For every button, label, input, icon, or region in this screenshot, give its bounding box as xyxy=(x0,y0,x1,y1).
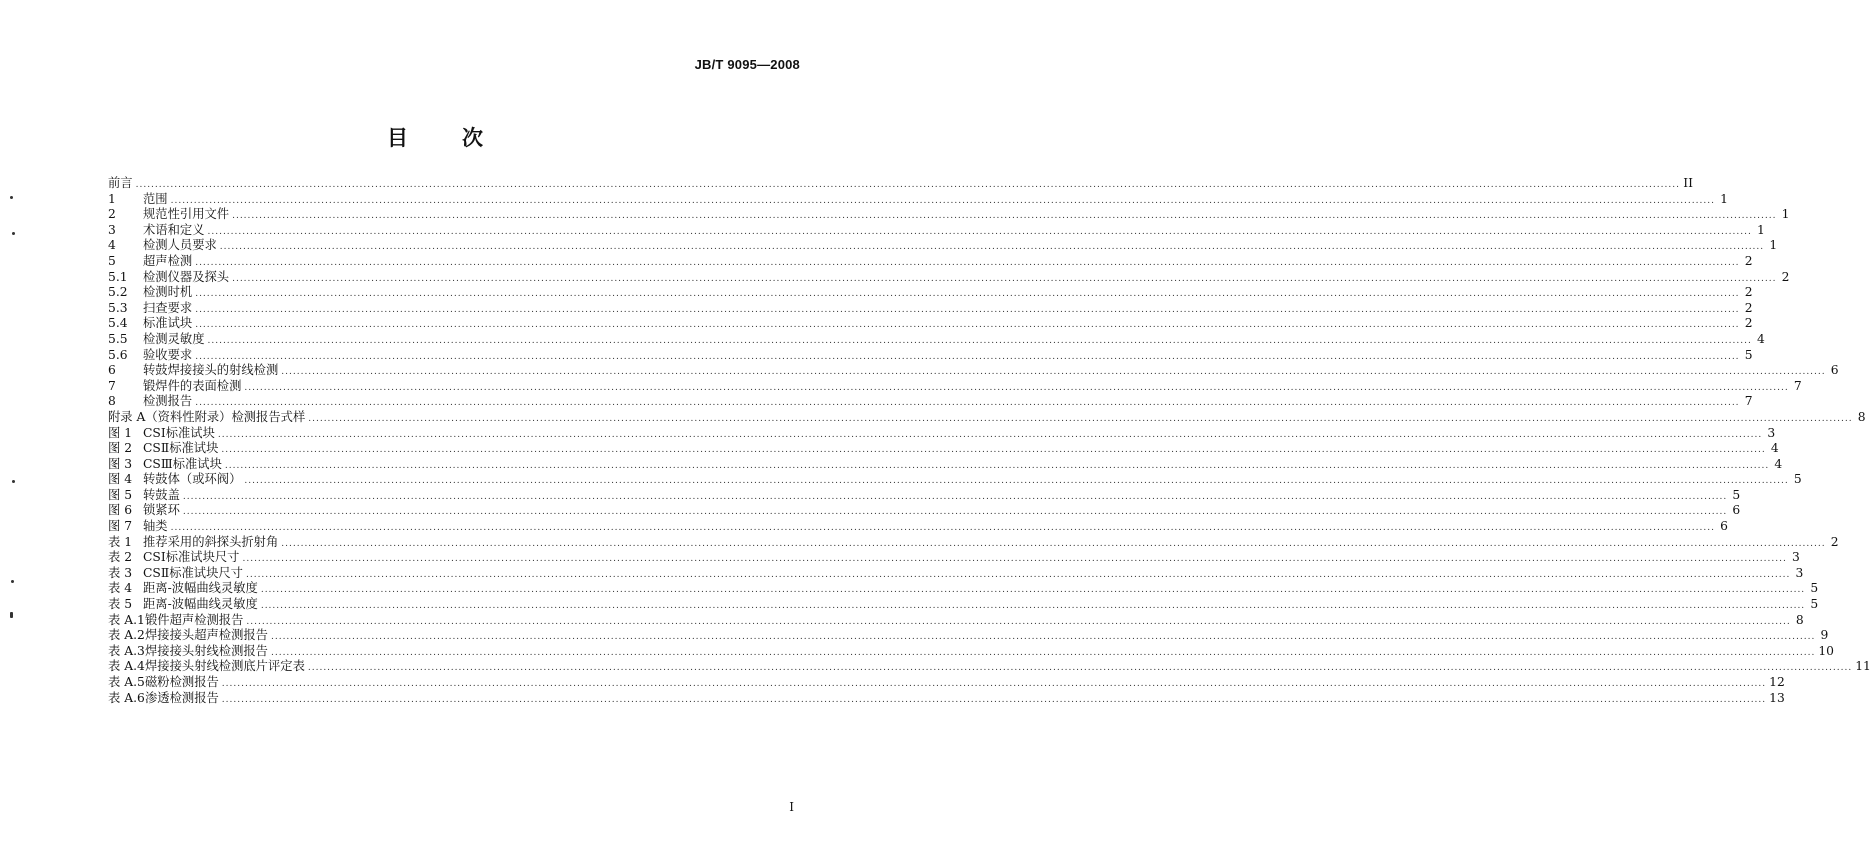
toc-entry-number: 5.5 xyxy=(108,331,128,346)
toc-entry xyxy=(108,425,1776,442)
toc-leader-dots: ................................................................................................................................................................................................................................................................................................................................................................................................................ xyxy=(308,413,1853,424)
toc-leader-dots: ................................................................................................................................................................................................................................................................................................................................................................................................................ xyxy=(307,663,1853,674)
toc-entry-page: 5 xyxy=(1810,597,1819,612)
toc-leader-dots: ................................................................................................................................................................................................................................................................................................................................................................................................................ xyxy=(281,367,1826,378)
toc-entry-number: 表 3 xyxy=(108,565,133,580)
toc-entry-label: 验收要求 xyxy=(143,347,193,362)
toc-entry-page: 7 xyxy=(1793,378,1802,393)
toc-entry xyxy=(108,643,1834,660)
toc-entry-number: 表 5 xyxy=(108,597,133,612)
toc-entry-number: 图 4 xyxy=(108,472,133,487)
page-number: I xyxy=(789,800,794,814)
toc-entry xyxy=(108,441,1779,457)
toc-entry-page: 9 xyxy=(1820,628,1829,643)
toc-leader-dots: ................................................................................................................................................................................................................................................................................................................................................................................................................ xyxy=(219,242,1765,253)
toc-leader-dots: ................................................................................................................................................................................................................................................................................................................................................................................................................ xyxy=(207,226,1752,237)
toc-entry-label: 规范性引用文件 xyxy=(143,207,230,222)
toc-entry-number: 8 xyxy=(108,394,116,409)
toc-entry xyxy=(108,612,1804,629)
toc-entry xyxy=(108,581,1819,597)
toc-leader-dots: ................................................................................................................................................................................................................................................................................................................................................................................................................ xyxy=(195,320,1740,331)
toc-entry-page: 2 xyxy=(1744,253,1753,268)
toc-entry-label: 推荐采用的斜探头折射角 xyxy=(143,534,279,549)
toc-entry xyxy=(108,207,1790,223)
toc-entry-number: 3 xyxy=(108,222,116,237)
toc-entry-page: 11 xyxy=(1855,659,1871,674)
toc-entry-page: 2 xyxy=(1830,534,1839,549)
toc-leader-dots: ................................................................................................................................................................................................................................................................................................................................................................................................................ xyxy=(242,554,1787,565)
toc-entry-page: 5 xyxy=(1732,487,1741,502)
toc-leader-dots: ................................................................................................................................................................................................................................................................................................................................................................................................................ xyxy=(244,382,1789,393)
toc-entry xyxy=(108,222,1765,239)
toc-entry-label: 范围 xyxy=(143,191,168,206)
toc-entry xyxy=(108,331,1765,348)
toc-leader-dots: ................................................................................................................................................................................................................................................................................................................................................................................................................ xyxy=(217,429,1763,440)
toc-entry xyxy=(108,456,1783,473)
toc-entry-label: 渗透检测报告 xyxy=(145,690,219,705)
toc-leader-dots: ................................................................................................................................................................................................................................................................................................................................................................................................................ xyxy=(135,180,1680,190)
toc-entry-page: 2 xyxy=(1744,316,1753,331)
toc-entry-label: 转鼓焊接接头的射线检测 xyxy=(143,363,279,378)
toc-entry-page: 2 xyxy=(1781,269,1790,284)
toc-entry-number: 6 xyxy=(108,363,116,378)
toc-entry-page: 8 xyxy=(1857,409,1866,424)
toc-entry xyxy=(108,394,1753,410)
toc-entry-page: 6 xyxy=(1732,503,1741,518)
toc-entry-number: 5.1 xyxy=(108,269,128,284)
toc-entry-number: 表 1 xyxy=(108,534,133,549)
toc-leader-dots: ................................................................................................................................................................................................................................................................................................................................................................................................................ xyxy=(260,601,1806,612)
toc-entry xyxy=(108,300,1753,317)
toc-entry-label: 超声检测 xyxy=(143,253,193,268)
toc-entry xyxy=(108,534,1839,551)
toc-entry-label: 焊接接头超声检测报告 xyxy=(145,628,268,643)
toc-entry-page: II xyxy=(1683,176,1693,190)
toc-entry-number: 图 7 xyxy=(108,519,133,534)
toc-leader-dots: ................................................................................................................................................................................................................................................................................................................................................................................................................ xyxy=(221,694,1767,705)
toc-entry-number: 图 2 xyxy=(108,441,133,456)
toc-entry-label: 术语和定义 xyxy=(143,222,205,237)
toc-leader-dots: ................................................................................................................................................................................................................................................................................................................................................................................................................ xyxy=(270,647,1816,658)
toc-leader-dots: ................................................................................................................................................................................................................................................................................................................................................................................................................ xyxy=(270,632,1816,643)
toc-entry xyxy=(108,269,1790,286)
toc-leader-dots: ................................................................................................................................................................................................................................................................................................................................................................................................................ xyxy=(195,351,1740,362)
toc-entry-label: 距离-波幅曲线灵敏度 xyxy=(143,597,258,612)
document-code: JB/T 9095—2008 xyxy=(694,57,800,72)
toc-entry-label: CSⅡ标准试块 xyxy=(143,441,219,456)
toc-entry xyxy=(108,363,1839,379)
toc-entry-number: 4 xyxy=(108,238,116,253)
toc-entry-page: 4 xyxy=(1757,331,1765,346)
toc-entry-number: 表 A.5 xyxy=(108,675,145,689)
toc-entry-number: 5.3 xyxy=(108,300,128,315)
toc-title xyxy=(0,122,870,152)
toc-entry-page: 10 xyxy=(1818,643,1834,658)
toc-entry-label: CSⅡ标准试块尺寸 xyxy=(143,565,243,580)
toc-entry-label: CSⅢ标准试块 xyxy=(143,456,222,471)
toc-leader-dots: ................................................................................................................................................................................................................................................................................................................................................................................................................ xyxy=(195,289,1740,300)
toc-leader-dots: ................................................................................................................................................................................................................................................................................................................................................................................................................ xyxy=(170,195,1715,206)
toc-entry-label: 转鼓盖 xyxy=(143,487,180,502)
toc-entry xyxy=(108,316,1753,332)
toc-leader-dots: ................................................................................................................................................................................................................................................................................................................................................................................................................ xyxy=(281,538,1826,549)
toc-entry-label: 附录 A（资料性附录）检测报告式样 xyxy=(108,409,306,424)
toc-entry xyxy=(108,487,1741,504)
scan-speck xyxy=(10,612,13,618)
toc-leader-dots: ................................................................................................................................................................................................................................................................................................................................................................................................................ xyxy=(170,523,1715,534)
toc-entry-page: 5 xyxy=(1810,581,1819,596)
toc-leader-dots: ................................................................................................................................................................................................................................................................................................................................................................................................................ xyxy=(207,335,1752,346)
toc-entry xyxy=(108,659,1871,675)
toc-entry-label: 距离-波幅曲线灵敏度 xyxy=(143,581,258,596)
toc-entry xyxy=(108,565,1804,582)
toc-entry-page: 1 xyxy=(1757,222,1765,237)
toc-leader-dots: ................................................................................................................................................................................................................................................................................................................................................................................................................ xyxy=(246,616,1791,627)
toc-entry xyxy=(108,597,1819,613)
toc-leader-dots: ................................................................................................................................................................................................................................................................................................................................................................................................................ xyxy=(224,460,1770,471)
toc-leader-dots: ................................................................................................................................................................................................................................................................................................................................................................................................................ xyxy=(182,507,1728,518)
toc-entry xyxy=(108,690,1785,707)
toc-entry-page: 2 xyxy=(1744,300,1753,315)
toc-entry xyxy=(108,285,1753,301)
toc-leader-dots: ................................................................................................................................................................................................................................................................................................................................................................................................................ xyxy=(232,211,1777,222)
toc-entry-page: 3 xyxy=(1767,425,1776,440)
toc-entry-number: 5.6 xyxy=(108,347,128,362)
toc-entry-label: 检测时机 xyxy=(143,285,193,300)
toc-entry-number: 表 4 xyxy=(108,581,133,596)
toc-leader-dots: ................................................................................................................................................................................................................................................................................................................................................................................................................ xyxy=(260,585,1806,596)
toc-entry-page: 1 xyxy=(1781,207,1790,222)
toc-entry-page: 4 xyxy=(1770,441,1779,456)
toc-entry xyxy=(108,519,1728,535)
toc-leader-dots: ................................................................................................................................................................................................................................................................................................................................................................................................................ xyxy=(182,491,1728,502)
toc-entry-page: 12 xyxy=(1769,675,1785,689)
toc-entry-label: 焊接接头射线检测底片评定表 xyxy=(145,659,305,674)
toc-leader-dots: ................................................................................................................................................................................................................................................................................................................................................................................................................ xyxy=(221,679,1767,689)
toc-leader-dots: ................................................................................................................................................................................................................................................................................................................................................................................................................ xyxy=(244,476,1789,487)
toc-entry xyxy=(108,675,1785,691)
toc-entry-number: 图 3 xyxy=(108,456,133,471)
toc-entry-label: CSⅠ标准试块尺寸 xyxy=(143,550,240,565)
toc-entry-label: 锻焊件的表面检测 xyxy=(143,378,242,393)
toc-entry-label: 焊接接头射线检测报告 xyxy=(145,643,268,658)
toc-entry-number: 5.2 xyxy=(108,285,128,300)
toc-entry-label: CSⅠ标准试块 xyxy=(143,425,215,440)
toc-entry-label: 磁粉检测报告 xyxy=(145,675,219,689)
toc-entry-number: 2 xyxy=(108,207,116,222)
toc-entry xyxy=(108,238,1778,254)
toc-entry-page: 1 xyxy=(1720,191,1728,206)
toc-entry-page: 3 xyxy=(1792,550,1800,565)
toc-entry-label: 检测仪器及探头 xyxy=(143,269,230,284)
toc-entry xyxy=(108,409,1866,426)
toc-entry-label: 转鼓体（或环阀） xyxy=(143,472,242,487)
toc-entry-page: 5 xyxy=(1744,347,1753,362)
toc-entry-label: 检测灵敏度 xyxy=(143,331,205,346)
toc-entry xyxy=(108,176,1693,192)
scan-speck xyxy=(10,196,13,199)
toc-entry xyxy=(108,550,1800,566)
toc-entry-number: 表 A.3 xyxy=(108,643,145,658)
toc-entry-label: 检测人员要求 xyxy=(143,238,217,253)
table-of-contents xyxy=(108,176,1871,706)
toc-entry-page: 8 xyxy=(1795,612,1804,627)
toc-entry-label: 锻件超声检测报告 xyxy=(145,612,244,627)
toc-entry-page: 4 xyxy=(1774,456,1783,471)
scan-speck xyxy=(11,580,14,583)
toc-entry-number: 1 xyxy=(108,191,116,206)
toc-entry-page: 3 xyxy=(1795,565,1804,580)
toc-entry-number: 表 2 xyxy=(108,550,133,565)
toc-entry-number: 表 A.2 xyxy=(108,628,145,643)
toc-entry-number: 表 A.1 xyxy=(108,612,145,627)
toc-entry xyxy=(108,503,1741,519)
toc-entry-page: 1 xyxy=(1769,238,1778,253)
toc-entry xyxy=(108,347,1753,364)
toc-entry-label: 轴类 xyxy=(143,519,168,534)
toc-entry xyxy=(108,628,1829,644)
toc-leader-dots: ................................................................................................................................................................................................................................................................................................................................................................................................................ xyxy=(195,398,1740,409)
toc-entry-number: 图 6 xyxy=(108,503,133,518)
toc-entry-label: 锁紧环 xyxy=(143,503,180,518)
toc-leader-dots: ................................................................................................................................................................................................................................................................................................................................................................................................................ xyxy=(232,273,1777,284)
toc-entry-number: 5.4 xyxy=(108,316,128,331)
toc-entry xyxy=(108,472,1802,488)
toc-title-char-1: 目 xyxy=(387,126,408,150)
scan-speck xyxy=(12,480,15,483)
toc-entry-number: 表 A.6 xyxy=(108,690,145,705)
toc-title-char-2: 次 xyxy=(462,126,483,150)
toc-entry-page: 13 xyxy=(1769,690,1785,705)
toc-entry-page: 5 xyxy=(1793,472,1802,487)
toc-entry-number: 图 1 xyxy=(108,425,133,440)
toc-leader-dots: ................................................................................................................................................................................................................................................................................................................................................................................................................ xyxy=(195,257,1740,268)
toc-entry-page: 6 xyxy=(1720,519,1728,534)
toc-entry-page: 7 xyxy=(1744,394,1753,409)
toc-entry-label: 前言 xyxy=(108,176,133,190)
toc-leader-dots: ................................................................................................................................................................................................................................................................................................................................................................................................................ xyxy=(221,445,1766,456)
toc-entry-label: 扫查要求 xyxy=(143,300,193,315)
toc-entry xyxy=(108,191,1728,208)
toc-leader-dots: ................................................................................................................................................................................................................................................................................................................................................................................................................ xyxy=(195,304,1740,315)
toc-entry-number: 5 xyxy=(108,253,116,268)
toc-entry-label: 标准试块 xyxy=(143,316,193,331)
toc-entry-number: 图 5 xyxy=(108,487,133,502)
toc-entry-label: 检测报告 xyxy=(143,394,193,409)
toc-entry-page: 6 xyxy=(1830,363,1839,378)
toc-entry-page: 2 xyxy=(1744,285,1753,300)
toc-entry xyxy=(108,378,1802,395)
scan-speck xyxy=(12,232,15,235)
toc-entry xyxy=(108,253,1753,270)
toc-entry-number: 表 A.4 xyxy=(108,659,145,674)
toc-leader-dots: ................................................................................................................................................................................................................................................................................................................................................................................................................ xyxy=(245,569,1791,580)
toc-entry-number: 7 xyxy=(108,378,116,393)
